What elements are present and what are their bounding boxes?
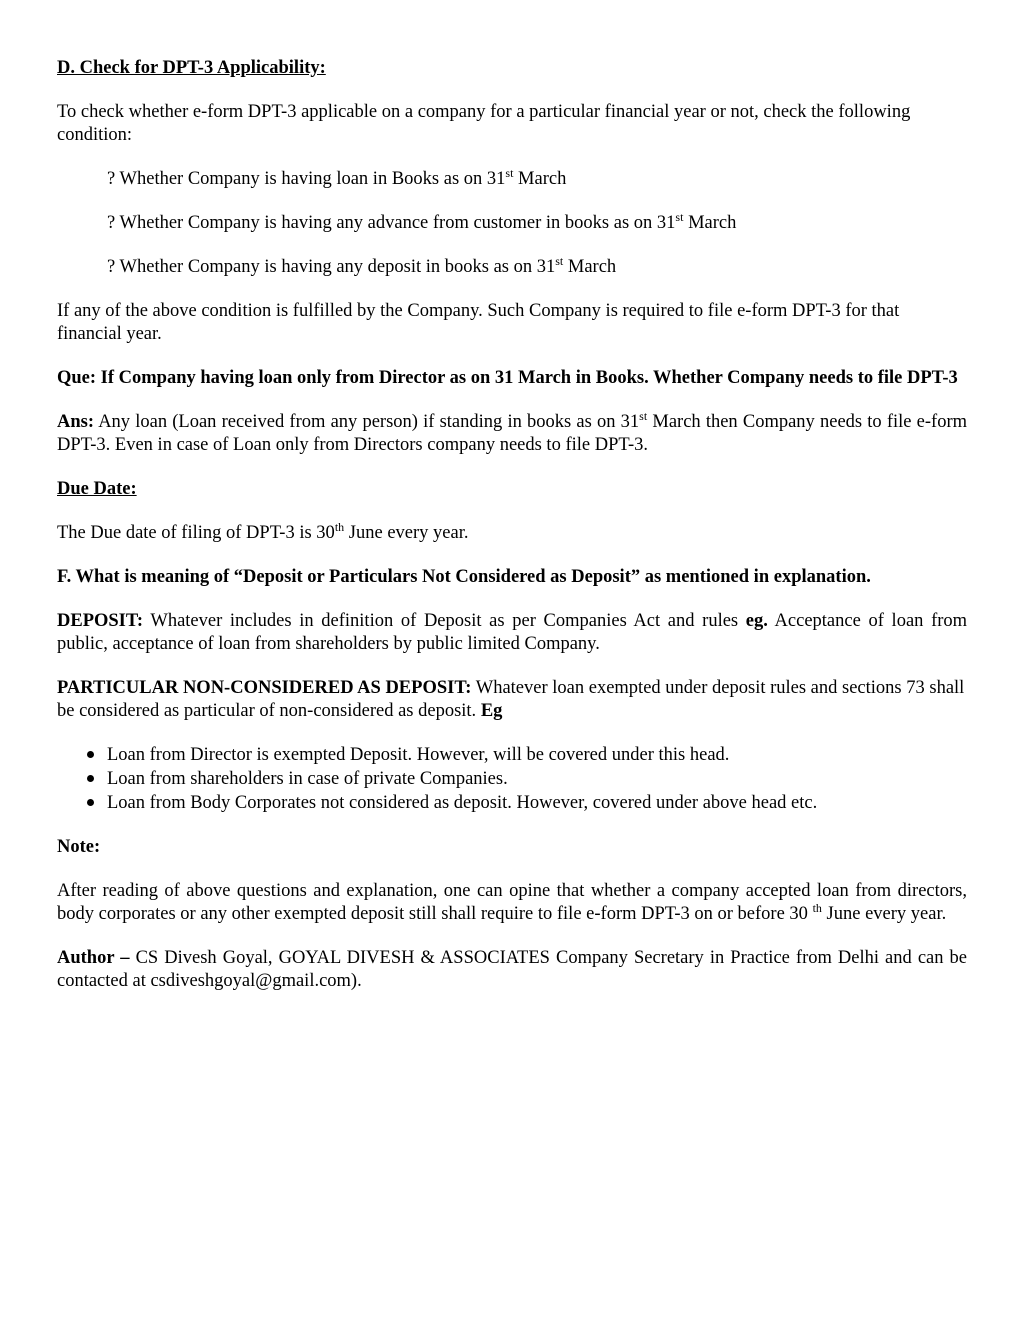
deposit-text: Whatever includes in definition of Deposit as per Companies Act and rules bbox=[150, 611, 739, 631]
answer-text-cont: March then Company needs to file e-form DPT-3. Even in case of Loan only from Directors company needs to file DPT-3. bbox=[57, 412, 968, 455]
deposit-text-cont: Acceptance of loan from public, acceptance of loan from shareholders by public limited Company. bbox=[57, 611, 968, 654]
section-d-heading: D. Check for DPT-3 Applicability: bbox=[57, 58, 326, 78]
superscript: th bbox=[334, 520, 345, 534]
condition-text: Whether Company is having loan in Books as on 31 bbox=[119, 169, 506, 189]
answer-label: Ans: bbox=[57, 412, 95, 432]
list-item bbox=[57, 767, 967, 791]
condition-month: March bbox=[567, 257, 617, 277]
note-paragraph bbox=[57, 880, 967, 926]
bullet-icon bbox=[87, 751, 94, 758]
particular-paragraph bbox=[57, 677, 967, 723]
due-date-heading: Due Date: bbox=[57, 479, 137, 499]
condition-item bbox=[57, 256, 967, 279]
bullet-icon bbox=[87, 775, 94, 782]
section-d-intro: To check whether e-form DPT-3 applicable on a company for a particular financial year or not, check the following condition: bbox=[57, 102, 911, 145]
note-text: After reading of above questions and explanation, one can opine that whether a company accepted loan from directors, body corporates or any other exempted deposit still shall require to file e-form DPT-3 on or before 30 bbox=[57, 881, 967, 924]
due-date-text-start: The Due date of filing of DPT-3 is 30 bbox=[57, 523, 335, 543]
section-d-conclusion: If any of the above condition is fulfilled by the Company. Such Company is required to file e-form DPT-3 for that financial year. bbox=[57, 301, 900, 344]
bullet-icon bbox=[87, 799, 94, 806]
note-heading: Note: bbox=[57, 837, 101, 857]
condition-text: Whether Company is having any advance from customer in books as on 31 bbox=[119, 213, 676, 233]
list-item-text: Loan from Body Corporates not considered as deposit. However, covered under above head etc. bbox=[107, 793, 818, 813]
superscript: th bbox=[812, 901, 822, 915]
condition-month: March bbox=[518, 169, 567, 189]
answer-paragraph bbox=[57, 411, 967, 457]
superscript: st bbox=[555, 254, 564, 268]
condition-item bbox=[57, 212, 967, 235]
author-label: Author – bbox=[57, 948, 130, 968]
author-paragraph bbox=[57, 947, 967, 993]
due-date-text-end: June every year. bbox=[348, 523, 469, 543]
author-text: CS Divesh Goyal, GOYAL DIVESH & ASSOCIATES Company Secretary in Practice from Delhi and can be contacted at csdiveshgoyal@gmail.com). bbox=[57, 948, 967, 991]
deposit-eg: eg. bbox=[745, 611, 768, 631]
list-item-text: Loan from Director is exempted Deposit. However, will be covered under this head. bbox=[107, 745, 730, 765]
list-item bbox=[57, 743, 967, 767]
due-date-text bbox=[57, 522, 967, 545]
superscript: st bbox=[505, 166, 514, 180]
list-item bbox=[57, 791, 967, 815]
answer-text: Any loan (Loan received from any person) if standing in books as on 31 bbox=[98, 412, 640, 432]
question-mark-icon: ? bbox=[107, 213, 116, 233]
deposit-label: DEPOSIT: bbox=[57, 611, 144, 631]
superscript: st bbox=[639, 409, 648, 423]
superscript: st bbox=[675, 210, 684, 224]
section-f-heading: F. What is meaning of “Deposit or Particulars Not Considered as Deposit” as mentioned in explanation. bbox=[57, 567, 871, 587]
list-item-text: Loan from shareholders in case of private Companies. bbox=[107, 769, 508, 789]
condition-month: March bbox=[688, 213, 737, 233]
question-text: Que: If Company having loan only from Director as on 31 March in Books. Whether Company needs to file DPT-3 bbox=[57, 368, 958, 388]
document-page bbox=[57, 57, 967, 993]
note-text-end: June every year. bbox=[826, 904, 947, 924]
deposit-paragraph bbox=[57, 610, 967, 656]
particular-label: PARTICULAR NON-CONSIDERED AS DEPOSIT: bbox=[57, 678, 472, 698]
particular-eg: Eg bbox=[480, 701, 503, 721]
condition-text: Whether Company is having any deposit in books as on 31 bbox=[119, 257, 556, 277]
bullet-list bbox=[57, 743, 967, 815]
condition-item bbox=[57, 168, 967, 191]
question-mark-icon: ? bbox=[107, 257, 116, 277]
particular-text: Whatever loan exempted under deposit rules and sections 73 shall be considered as particular of non-considered as deposit. bbox=[57, 678, 965, 721]
question-mark-icon: ? bbox=[107, 169, 116, 189]
